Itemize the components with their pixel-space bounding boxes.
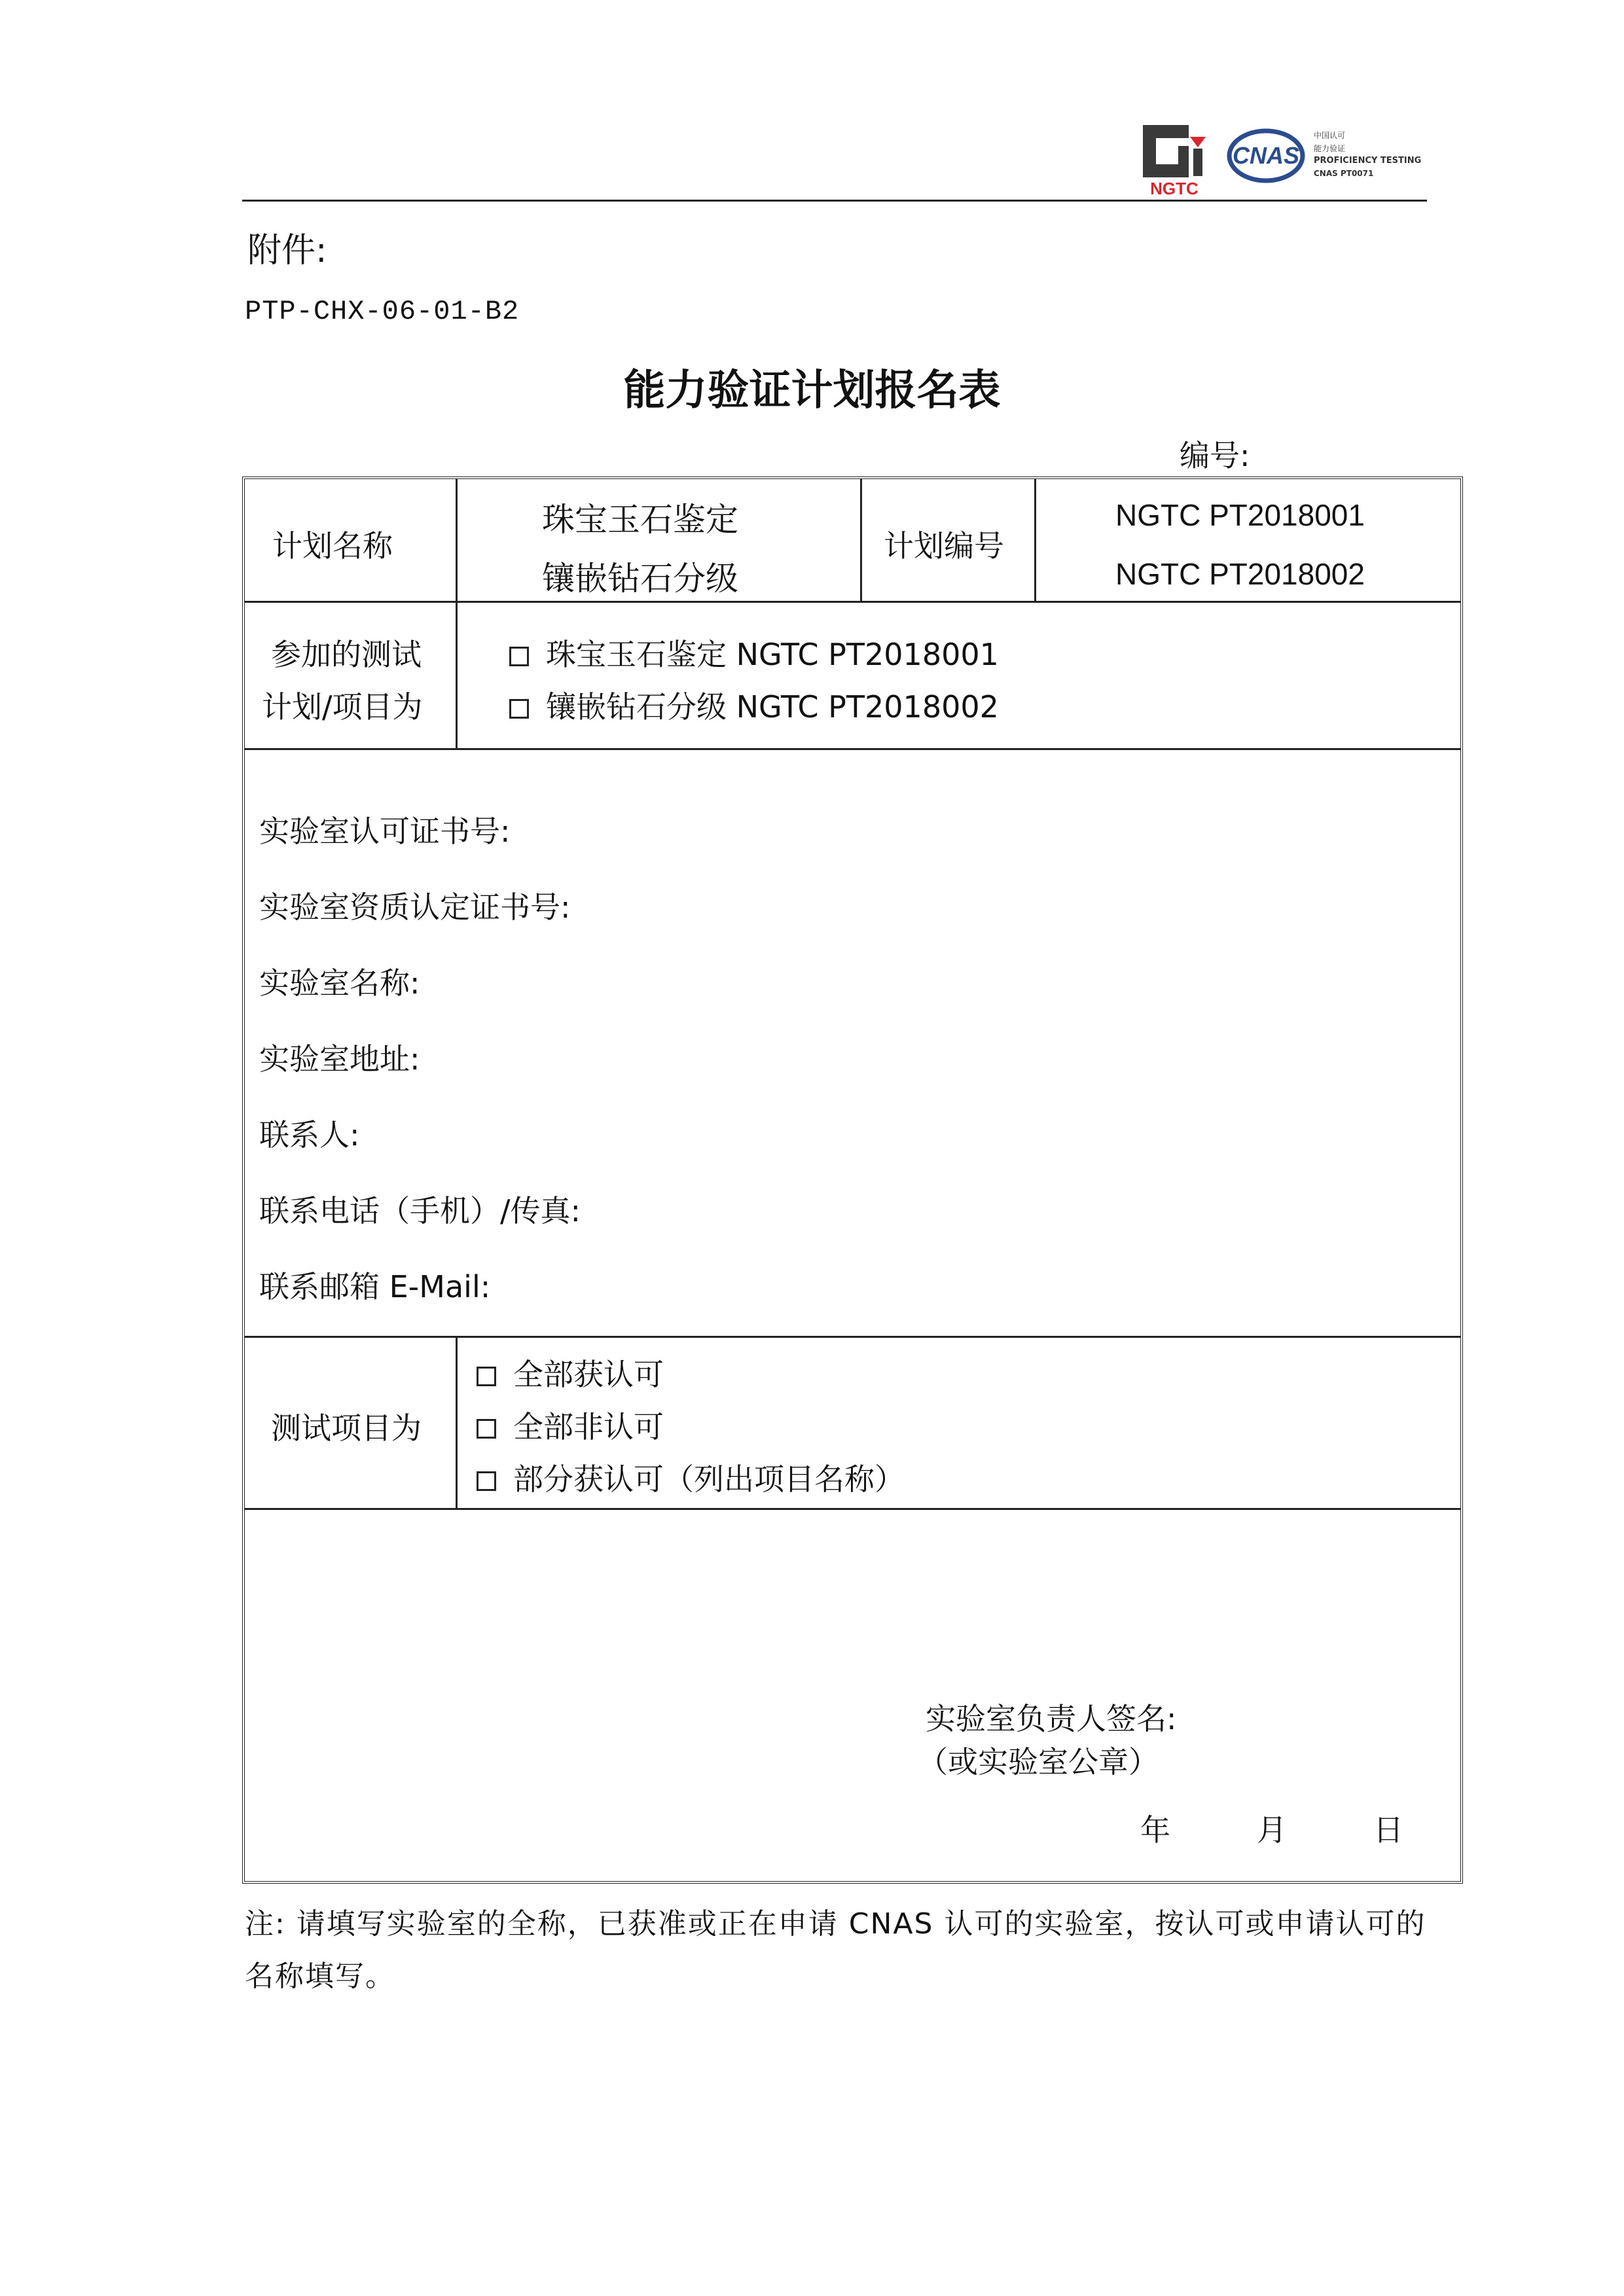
col-divider — [860, 479, 862, 601]
date-day-label: 日 — [1373, 1812, 1403, 1848]
header-rule — [242, 200, 1427, 202]
ngtc-logo-text: NGTC — [1150, 179, 1199, 198]
row-divider — [245, 1336, 1460, 1338]
participate-label-line-2: 计划/项目为 — [262, 689, 423, 725]
test-items-label: 测试项目为 — [271, 1410, 422, 1446]
cnas-line-2: 能力验证 — [1314, 144, 1346, 153]
lab-qualification-cert-field[interactable]: 实验室资质认定证书号: — [259, 889, 571, 925]
test-items-option-partial[interactable]: 部分获认可（列出项目名称） — [477, 1456, 905, 1499]
plan-name-label: 计划名称 — [272, 528, 393, 564]
page-title: 能力验证计划报名表 — [623, 367, 1001, 415]
plan-name-1: 珠宝玉石鉴定 — [542, 501, 738, 539]
checkbox-icon[interactable] — [509, 647, 529, 666]
plan-name-2: 镶嵌钻石分级 — [542, 560, 738, 598]
col-divider — [456, 1336, 458, 1508]
footnote: 注: 请填写实验室的全称，已获准或正在申请 CNAS 认可的实验室，按认可或申请认可的名称填写。 — [245, 1907, 1426, 1993]
plan-number-label: 计划编号 — [884, 528, 1004, 564]
document-code: PTP-CHX-06-01-B2 — [245, 296, 520, 327]
attachment-label: 附件: — [247, 231, 327, 270]
plan-number-1: NGTC PT2018001 — [1115, 498, 1365, 532]
col-divider — [456, 479, 458, 748]
contact-person-field[interactable]: 联系人: — [259, 1117, 360, 1153]
signature-label: 实验室负责人签名: — [926, 1701, 1177, 1736]
registration-form-table — [242, 476, 1463, 1884]
participate-option-1[interactable]: 珠宝玉石鉴定 NGTC PT2018001 — [509, 631, 999, 674]
checkbox-icon[interactable] — [477, 1367, 496, 1386]
checkbox-icon[interactable] — [477, 1471, 496, 1491]
checkbox-icon[interactable] — [477, 1419, 496, 1439]
row-divider — [245, 748, 1460, 750]
col-divider — [1034, 479, 1036, 601]
checkbox-icon[interactable] — [509, 699, 529, 719]
stamp-label: （或实验室公章） — [918, 1744, 1159, 1780]
contact-email-field[interactable]: 联系邮箱 E-Mail: — [259, 1269, 491, 1304]
cnas-line-4: CNAS PT0071 — [1314, 169, 1374, 178]
lab-address-field[interactable]: 实验室地址: — [259, 1041, 420, 1077]
test-items-option-all-accredited[interactable]: 全部获认可 — [477, 1351, 664, 1394]
svg-text:CNAS: CNAS — [1232, 142, 1300, 169]
ngtc-logo — [1138, 120, 1211, 198]
row-divider — [245, 601, 1460, 603]
cnas-line-1: 中国认可 — [1314, 131, 1346, 140]
participate-label-line-1: 参加的测试 — [271, 637, 422, 672]
row-divider — [245, 1508, 1460, 1510]
lab-name-field[interactable]: 实验室名称: — [259, 965, 420, 1001]
serial-number-label: 编号: — [1180, 438, 1250, 473]
date-month-label: 月 — [1257, 1812, 1287, 1848]
date-year-label: 年 — [1140, 1812, 1170, 1848]
test-items-option-all-non-accredited[interactable]: 全部非认可 — [477, 1403, 664, 1446]
contact-phone-fax-field[interactable]: 联系电话（手机）/传真: — [259, 1193, 581, 1229]
cnas-logo — [1225, 124, 1422, 187]
participate-option-2[interactable]: 镶嵌钻石分级 NGTC PT2018002 — [509, 683, 999, 726]
lab-accreditation-cert-field[interactable]: 实验室认可证书号: — [259, 814, 511, 849]
plan-number-2: NGTC PT2018002 — [1115, 557, 1365, 591]
cnas-line-3: PROFICIENCY TESTING — [1314, 156, 1422, 166]
